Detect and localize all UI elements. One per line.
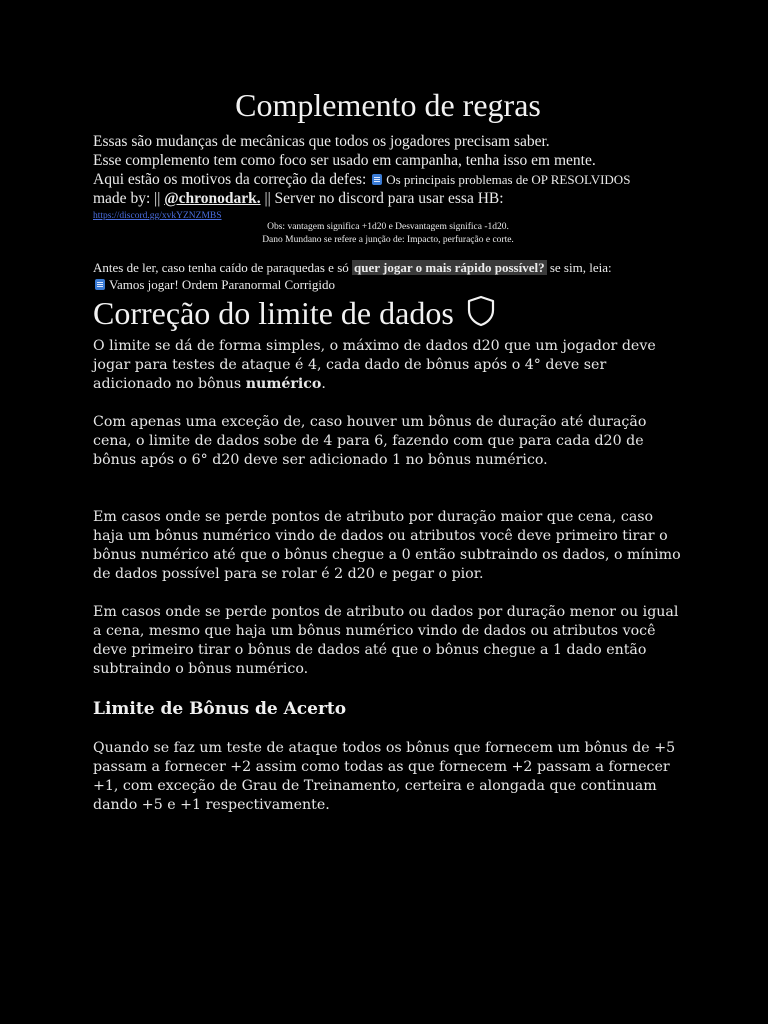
paragraph-dice-limit-text: O limite se dá de forma simples, o máximo de dados d20 que um jogador deve jogar para testes de ataque é 4, cada dado de bônus após o 4° deve ser adicionado no bônus: [93, 338, 656, 392]
paragraph-lose-attribute-long: Em casos onde se perde pontos de atributo por duração maior que cena, caso haja um bônus numérico vindo de dados ou atributos você deve primeiro tirar o bônus numérico até que o bônus chegue a 0 então subtraindo os dados, o mínimo de dados possível para se rolar é 2 d20 e pegar o pior.: [93, 509, 681, 582]
made-by-label: made by: ||: [93, 190, 161, 207]
intro-line-2: Esse complemento tem como foco ser usado em campanha, tenha isso em mente.: [93, 152, 596, 169]
intro-line-3: [93, 170, 683, 189]
section-heading-text: Correção do limite de dados: [93, 295, 454, 331]
document-icon: [95, 279, 105, 290]
shield-icon: [466, 295, 496, 327]
intro-block: [93, 132, 683, 247]
paragraph-dice-limit: [93, 337, 683, 394]
before-reading-text: Antes de ler, caso tenha caído de paraquedas e só: [93, 260, 349, 275]
before-reading-block: [93, 259, 683, 293]
document-page: [93, 86, 683, 815]
intro-line-3-text: Aqui estão os motivos da correção da defes:: [93, 171, 367, 188]
before-reading-suffix: se sim, leia:: [549, 260, 612, 275]
period: .: [321, 376, 326, 392]
subsection-heading: Limite de Bônus de Acerto: [93, 699, 347, 719]
document-icon: [372, 174, 382, 185]
quick-play-link[interactable]: Vamos jogar! Ordem Paranormal Corrigido: [109, 277, 336, 292]
page-title: Complemento de regras: [235, 87, 541, 123]
note-mundane-damage: Dano Mundano se refere a junção de: Impacto, perfuração e corte.: [262, 235, 514, 245]
paragraph-hit-bonus: Quando se faz um teste de ataque todos os bônus que fornecem um bônus de +5 passam a fornecer +2 assim como todas as que fornecem +2 passam a fornecer +1, com exceção de Grau de Treinamento, certeira e alongada que continuam dando +5 e +1 respectivamente.: [93, 740, 676, 813]
discord-link[interactable]: https://discord.gg/xvkYZNZMBS: [93, 211, 222, 221]
server-text: || Server no discord para usar essa HB:: [264, 190, 504, 207]
paragraph-lose-attribute-short: Em casos onde se perde pontos de atributo ou dados por duração menor ou igual a cena, mesmo que haja um bônus numérico vindo de dados ou atributos você deve primeiro tirar o bônus de dados até que o bônus chegue a 1 dado então subtraindo o bônus numérico.: [93, 604, 679, 677]
intro-line-4: [93, 189, 683, 208]
intro-line-1: Essas são mudanças de mecânicas que todos os jogadores precisam saber.: [93, 133, 550, 150]
quick-play-highlight: quer jogar o mais rápido possível?: [354, 260, 545, 275]
note-advantage: Obs: vantagem significa +1d20 e Desvantagem significa -1d20.: [267, 222, 509, 232]
author-mention[interactable]: @chronodark.: [164, 190, 261, 207]
quick-play-link-row: [93, 276, 683, 293]
paragraph-exception: Com apenas uma exceção de, caso houver um bônus de duração até duração cena, o limite de dados sobe de 4 para 6, fazendo com que para cada d20 de bônus após o 6° d20 deve ser adicionado 1 no bônus numérico.: [93, 414, 647, 468]
problems-doc-link[interactable]: Os principais problemas de OP RESOLVIDOS: [386, 172, 631, 187]
section-heading: [93, 295, 683, 331]
discord-link-row: [93, 208, 683, 222]
numeric-bold: numérico: [245, 376, 322, 392]
